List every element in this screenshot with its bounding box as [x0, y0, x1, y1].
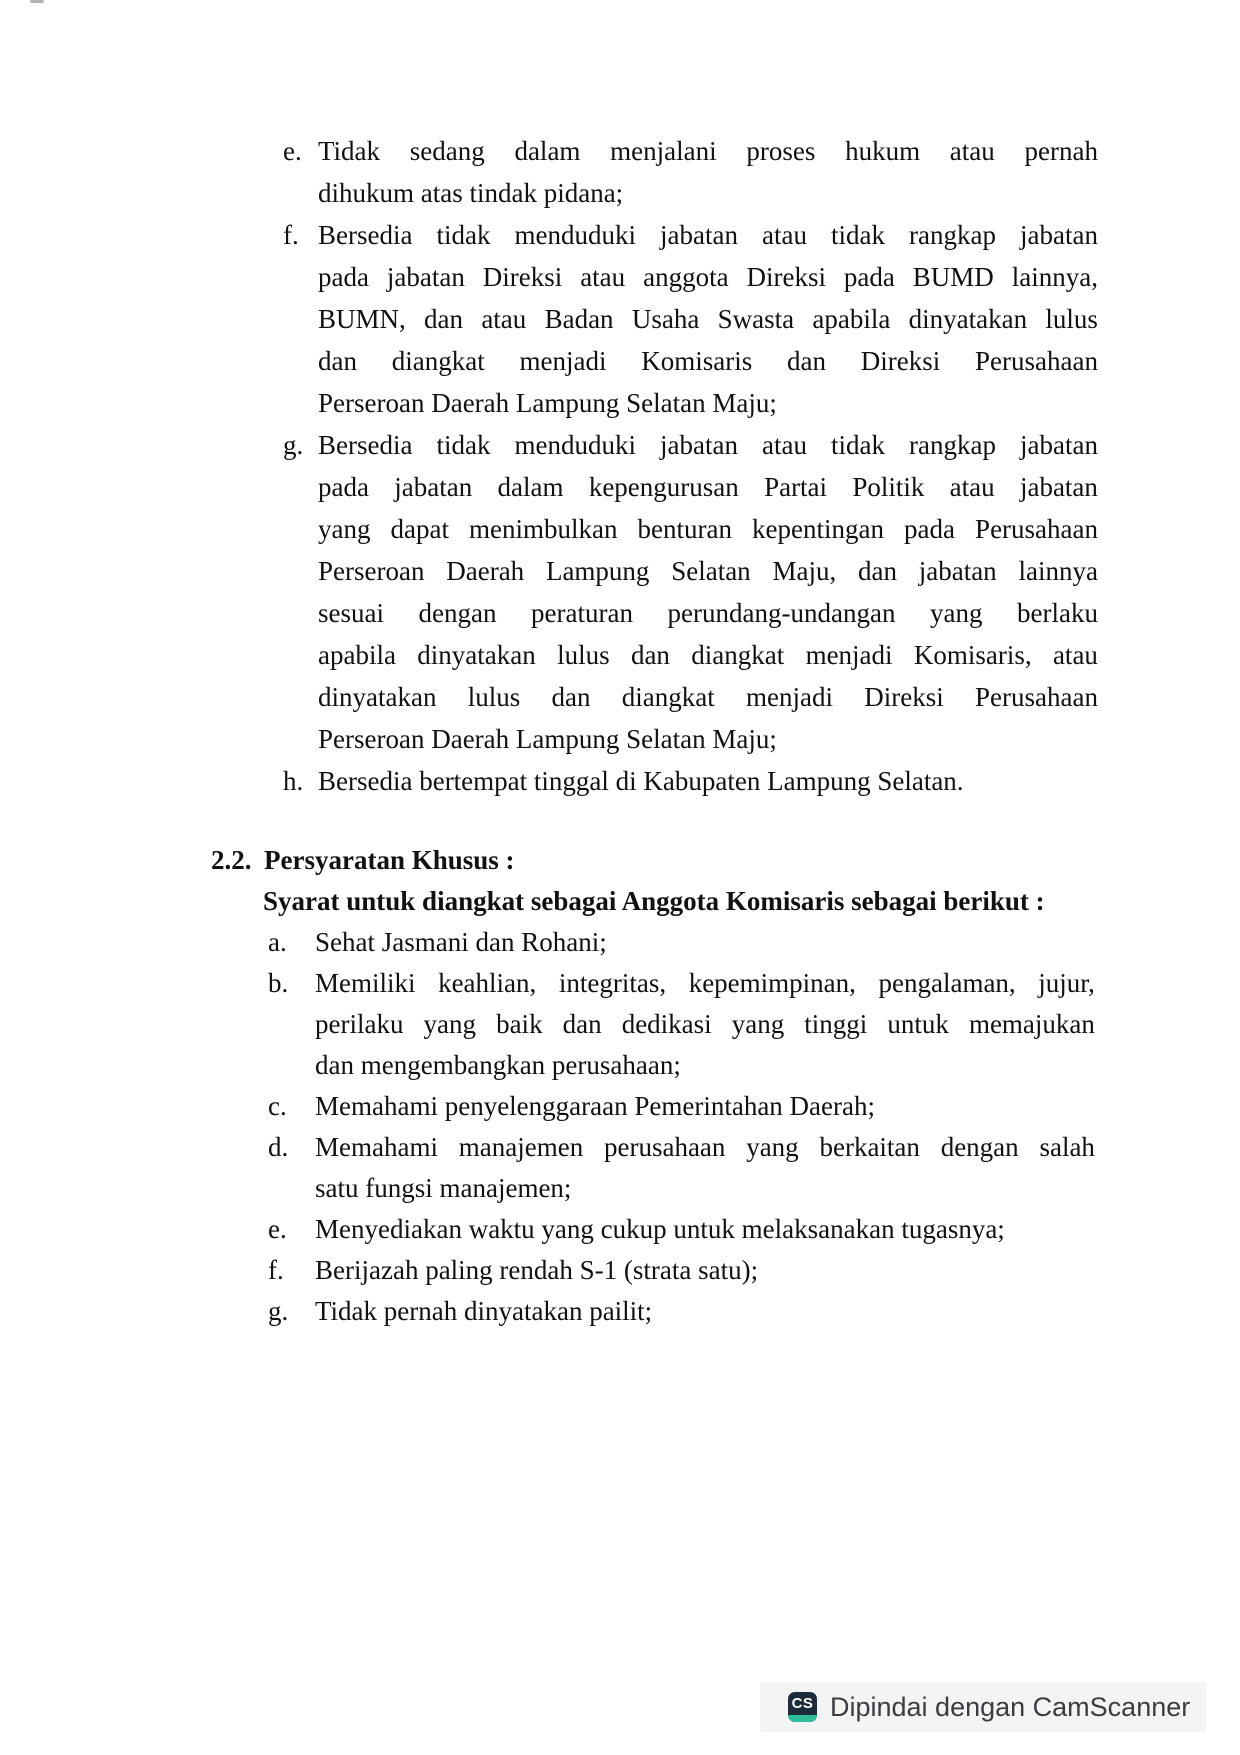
list-item	[283, 214, 1098, 424]
item-letter: c.	[268, 1091, 287, 1121]
text-line: Perseroan Daerah Lampung Selatan Maju, dan jabatan lainnya	[318, 556, 1098, 586]
text-line: dan diangkat menjadi Komisaris dan Direksi Perusahaan	[318, 346, 1098, 376]
item-letter: d.	[268, 1132, 289, 1162]
general-requirements-list	[283, 130, 1098, 802]
list-item	[268, 963, 1095, 1086]
list-item	[268, 1250, 1095, 1291]
camscanner-watermark-text: Dipindai dengan CamScanner	[830, 1691, 1191, 1722]
list-item	[283, 760, 1098, 802]
list-item	[283, 130, 1098, 214]
section-heading	[211, 840, 1095, 881]
text-line: Memiliki keahlian, integritas, kepemimpinan, pengalaman, jujur,	[315, 968, 1095, 998]
item-letter: a.	[268, 927, 287, 957]
text-line: yang dapat menimbulkan benturan kepentingan pada Perusahaan	[318, 514, 1098, 544]
special-requirements-section	[211, 840, 1095, 1332]
text-line: perilaku yang baik dan dedikasi yang tinggi untuk memajukan	[315, 1009, 1095, 1039]
list-item	[268, 922, 1095, 963]
item-letter: e.	[268, 1214, 287, 1244]
text-line: Memahami penyelenggaraan Pemerintahan Daerah;	[315, 1091, 875, 1121]
item-letter: f.	[268, 1255, 284, 1285]
text-line: BUMN, dan atau Badan Usaha Swasta apabila dinyatakan lulus	[318, 304, 1098, 334]
text-line: sesuai dengan peraturan perundang-undangan yang berlaku	[318, 598, 1098, 628]
section-subtitle: Syarat untuk diangkat sebagai Anggota Komisaris sebagai berikut :	[263, 886, 1045, 916]
item-letter: h.	[283, 766, 304, 796]
text-line: Perseroan Daerah Lampung Selatan Maju;	[318, 388, 777, 418]
text-line: pada jabatan Direksi atau anggota Direksi pada BUMD lainnya,	[318, 262, 1098, 292]
text-line: Sehat Jasmani dan Rohani;	[315, 927, 607, 957]
list-item	[268, 1291, 1095, 1332]
text-line: Tidak pernah dinyatakan pailit;	[315, 1296, 653, 1326]
text-line: dinyatakan lulus dan diangkat menjadi Direksi Perusahaan	[318, 682, 1098, 712]
camscanner-icon	[788, 1692, 817, 1722]
item-letter: e.	[283, 136, 302, 166]
section-number: 2.2.	[211, 845, 252, 875]
text-line: dihukum atas tindak pidana;	[318, 178, 624, 208]
text-line: Berijazah paling rendah S-1 (strata satu);	[315, 1255, 759, 1285]
section-title: Persyaratan Khusus :	[264, 845, 515, 875]
camscanner-watermark	[760, 1682, 1206, 1732]
text-line: Perseroan Daerah Lampung Selatan Maju;	[318, 724, 777, 754]
list-item	[268, 1127, 1095, 1209]
text-line: Tidak sedang dalam menjalani proses hukum atau pernah	[318, 136, 1098, 166]
text-line: apabila dinyatakan lulus dan diangkat menjadi Komisaris, atau	[318, 640, 1098, 670]
item-letter: g.	[268, 1296, 289, 1326]
text-line: dan mengembangkan perusahaan;	[315, 1050, 681, 1080]
camscanner-icon-label: CS	[791, 1695, 814, 1712]
list-item	[268, 1209, 1095, 1250]
item-letter: f.	[283, 220, 299, 250]
camscanner-icon-accent	[788, 1715, 817, 1722]
item-letter: g.	[283, 430, 304, 460]
list-item	[268, 1086, 1095, 1127]
scan-artifact	[30, 0, 44, 3]
text-line: satu fungsi manajemen;	[315, 1173, 572, 1203]
text-line: Bersedia bertempat tinggal di Kabupaten Lampung Selatan.	[318, 766, 964, 796]
item-letter: b.	[268, 968, 289, 998]
special-requirements-list	[268, 922, 1095, 1332]
text-line: Bersedia tidak menduduki jabatan atau tidak rangkap jabatan	[318, 430, 1098, 460]
text-line: Menyediakan waktu yang cukup untuk melaksanakan tugasnya;	[315, 1214, 1005, 1244]
text-line: Memahami manajemen perusahaan yang berkaitan dengan salah	[315, 1132, 1095, 1162]
text-line: pada jabatan dalam kepengurusan Partai Politik atau jabatan	[318, 472, 1098, 502]
list-item	[283, 424, 1098, 760]
text-line: Bersedia tidak menduduki jabatan atau tidak rangkap jabatan	[318, 220, 1098, 250]
